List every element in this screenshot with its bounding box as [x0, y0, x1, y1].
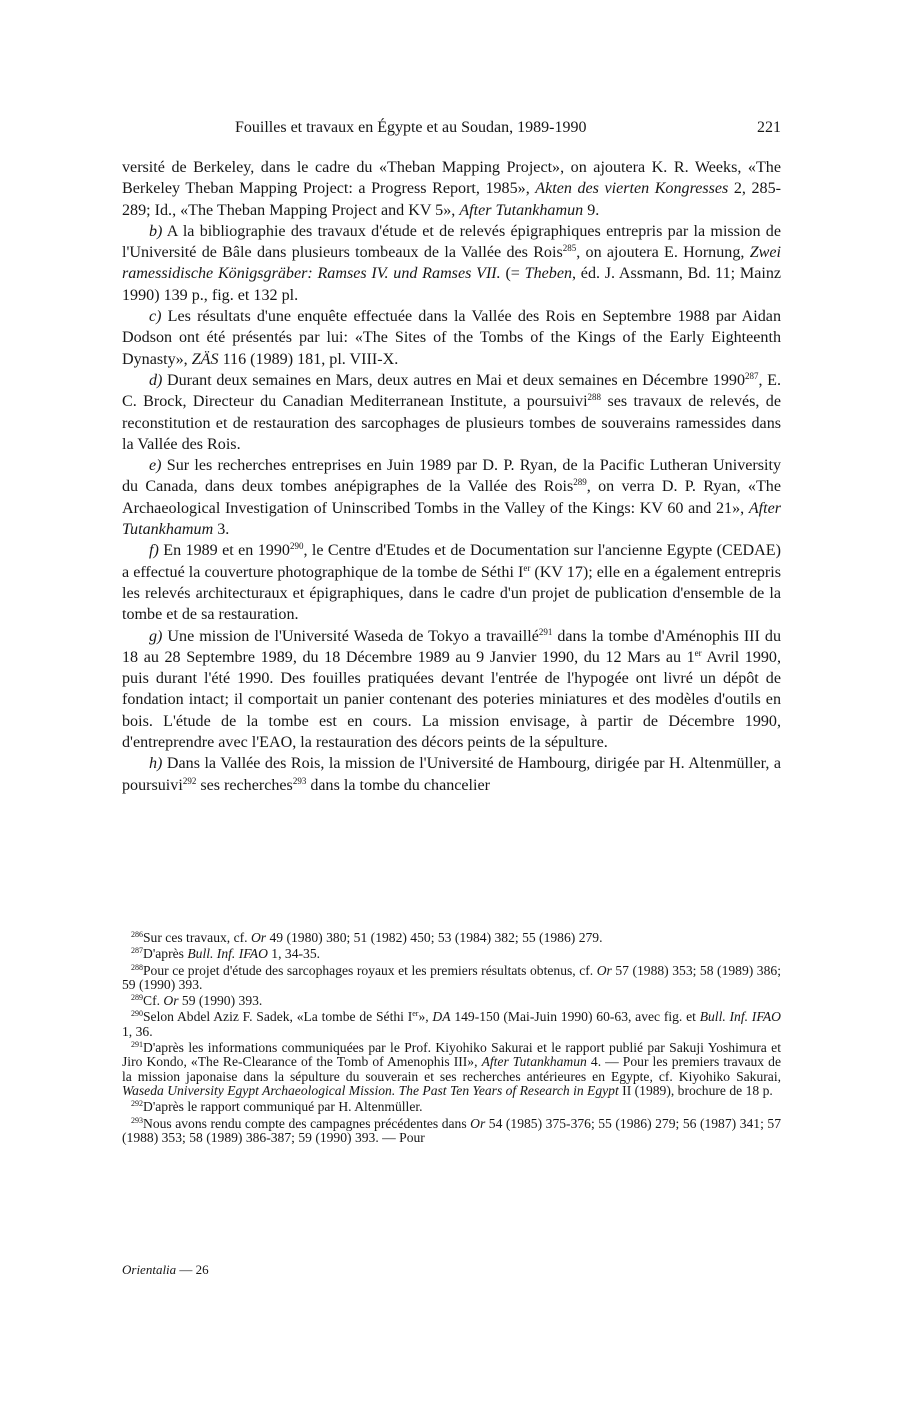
note-reference: 292 [131, 1099, 143, 1109]
italic-text: Or [250, 930, 267, 945]
page-number: 221 [757, 119, 781, 136]
footnote [122, 1117, 781, 1146]
body-text [122, 157, 781, 796]
italic-text: g) [149, 627, 163, 645]
footnotes [122, 931, 781, 1147]
italic-text: After Tutankhamum [122, 499, 781, 539]
text-run: ses travaux de relevés, de reconstitution et de restauration des sarcophages de plusieurs tombes de souverains ramessides dans la Vallée des Rois. [122, 393, 781, 453]
note-reference: 286 [131, 930, 143, 939]
italic-text: d) [149, 371, 163, 389]
footnote [122, 1041, 781, 1098]
text-run: 1, 34-35. [267, 946, 321, 962]
text-run: », [418, 1009, 433, 1025]
running-head-title: Fouilles et travaux en Égypte et au Soudan, 1989-1990 [235, 119, 587, 136]
footnote [122, 931, 781, 945]
footnote [122, 1100, 781, 1114]
text-run: (= [500, 265, 525, 283]
italic-text: ZÄS [191, 350, 219, 368]
note-reference: 288 [131, 962, 143, 972]
paragraph [122, 306, 781, 370]
text-run: Pour ce projet d'étude des sarcophages royaux et les premiers résultats obtenus, cf. [143, 962, 597, 978]
italic-text: Bull. Inf. IFAO [699, 1009, 782, 1025]
text-run: Nous avons rendu compte des campagnes précédentes dans [143, 1115, 471, 1131]
text-run: D'après les informations communiquées par le Prof. Kiyohiko Sakurai et le rapport publié par Sakuji Yoshimura et Jiro Kondo, «The Re-Clearance of the Tomb of Amenophis III», [122, 1040, 781, 1070]
text-run: 59 (1990) 393. [178, 993, 263, 1009]
text-run: Avril 1990, puis durant l'été 1990. Des fouilles pratiquées devant l'entrée de l'hypogée ont livré un dépôt de fondation intact; il comportait un panier contenant des poteries miniatures et des modèles d'outils en bois. L'étude de la tombe est en cours. La mission envisage, à partir de Décembre 1990, d'entreprendre avec l'EAO, la restauration des décors peints de la sépulture. [122, 648, 781, 752]
footer-separator: — [176, 1262, 196, 1277]
text-run: 57 (1988) 353; 58 (1989) 386; 59 (1990) 393. [122, 962, 781, 992]
footer-sheet-number: 26 [195, 1262, 209, 1277]
footnote [122, 1010, 781, 1039]
note-reference: er [523, 562, 531, 573]
note-reference: er [412, 1009, 419, 1019]
italic-text: Or [596, 962, 612, 978]
text-run: 2, 285-289; Id., «The Theban Mapping Project and KV 5», [122, 180, 781, 219]
paragraph [122, 540, 781, 625]
paragraph [122, 370, 781, 455]
paragraph [122, 455, 781, 540]
text-run: D'après le rapport communiqué par H. Altenmüller. [143, 1099, 423, 1115]
page-footer [122, 1262, 209, 1278]
text-run: 3. [213, 521, 230, 539]
text-run: Sur ces travaux, cf. [143, 930, 251, 945]
text-run: Cf. [143, 993, 164, 1009]
note-reference: 289 [131, 993, 143, 1003]
footer-journal: Orientalia [122, 1262, 177, 1277]
footnote [122, 964, 781, 993]
text-run: 54 (1985) 375-376; 55 (1986) 279; 56 (1987) 341; 57 (1988) 353; 58 (1989) 386-387; 59 (1990) 393. — Pour [122, 1115, 781, 1145]
italic-text: After Tutankhamun [459, 201, 584, 219]
note-reference: 287 [745, 370, 759, 381]
note-reference: 293 [292, 775, 307, 786]
text-run: 1, 36. [122, 1023, 153, 1039]
text-run: , E. C. Brock, Directeur du Canadian Mediterranean Institute, a poursuivi [122, 371, 781, 411]
note-reference: 287 [131, 946, 143, 956]
italic-text: Bull. Inf. IFAO [187, 946, 268, 962]
text-run: Sur les recherches entreprises en Juin 1989 par D. P. Ryan, de la Pacific Lutheran University du Canada, dans deux tombes anépigraphes de la Vallée des Rois [122, 457, 781, 496]
text-run: dans la tombe d'Aménophis III du 18 au 28 Septembre 1989, du 18 Décembre 1989 au 9 Janvier 1990, du 12 Mars au 1 [122, 627, 781, 666]
italic-text: Akten des vierten Kongresses [535, 180, 729, 198]
text-run: , on verra D. P. Ryan, «The Archaeological Investigation of Uninscribed Tombs in the Valley of the Kings: KV 60 and 21», [122, 478, 781, 517]
text-run: D'après [143, 946, 188, 962]
text-run: , le Centre d'Etudes et de Documentation sur l'ancienne Egypte (CEDAE) a effectué la couverture photographique de la tombe de Séthi I [122, 542, 781, 581]
text-run: Dans la Vallée des Rois, la mission de l'Université de Hambourg, dirigée par H. Altenmüller, a poursuivi [122, 755, 781, 794]
note-reference: 293 [131, 1115, 143, 1125]
italic-text: f) [149, 542, 159, 560]
footnote [122, 947, 781, 961]
italic-text: Or [470, 1115, 486, 1131]
text-run: dans la tombe du chancelier [306, 776, 490, 794]
text-run: 4. — Pour les premiers travaux de la mission japonaise dans la sépulture du souverain et ses recherches antérieures en Egypte, cf. Kiyohiko Sakurai, [122, 1054, 781, 1084]
text-run: 149-150 (Mai-Juin 1990) 60-63, avec fig. et [450, 1009, 700, 1025]
text-run: , éd. J. Assmann, Bd. 11; Mainz 1990) 139 p., fig. et 132 pl. [122, 265, 782, 304]
paragraph [122, 221, 781, 306]
note-reference: 292 [182, 775, 197, 786]
text-run: En 1989 et en 1990 [158, 542, 290, 560]
footnote [122, 994, 781, 1008]
text-run: ses recherches [196, 776, 293, 794]
text-run: II (1989), brochure de 18 p. [618, 1082, 773, 1098]
note-reference: 291 [131, 1040, 143, 1050]
note-reference: 285 [562, 243, 577, 254]
running-head [122, 119, 781, 139]
italic-text: Theben [524, 265, 573, 283]
text-run: Selon Abdel Aziz F. Sadek, «La tombe de Séthi I [143, 1009, 413, 1025]
italic-text: c) [149, 308, 162, 326]
italic-text: Or [163, 993, 179, 1009]
text-run: (KV 17); elle en a également entrepris les relevés architecturaux et épigraphiques, dans le cadre d'un projet de publication d'ensemble de la tombe et de sa restauration. [122, 563, 781, 624]
note-reference: 288 [587, 392, 602, 403]
text-run: Une mission de l'Université Waseda de Tokyo a travaillé [162, 627, 539, 645]
text-run: , on ajoutera E. Hornung, [576, 244, 750, 262]
text-run: versité de Berkeley, dans le cadre du «Theban Mapping Project», on ajoutera K. R. Weeks, «The Berkeley Theban Mapping Project: a Progress Report, 1985», [122, 159, 781, 198]
text-run: Durant deux semaines en Mars, deux autres en Mai et deux semaines en Décembre 1990 [162, 371, 745, 389]
italic-text: h) [149, 755, 163, 773]
italic-text: DA [432, 1009, 451, 1025]
italic-text: Zwei ramessidische Königsgräber: Ramses IV. und Ramses VII. [122, 244, 781, 283]
note-reference: er [694, 647, 702, 658]
italic-text: b) [149, 222, 163, 240]
text-run: 49 (1980) 380; 51 (1982) 450; 53 (1984) 382; 55 (1986) 279. [266, 930, 603, 945]
text-run: 9. [583, 201, 600, 219]
italic-text: Waseda University Egypt Archaeological Mission. The Past Ten Years of Research in Egypt [122, 1082, 619, 1098]
italic-text: e) [149, 457, 162, 475]
text-run: Les résultats d'une enquête effectuée dans la Vallée des Rois en Septembre 1988 par Aidan Dodson ont été présentés par lui: «The Sites of the Tombs of the Kings of the Early Eighteenth Dynasty», [122, 308, 781, 368]
text-run: 116 (1989) 181, pl. VIII-X. [218, 350, 399, 368]
note-reference: 289 [573, 477, 587, 488]
note-reference: 290 [289, 541, 304, 552]
paragraph [122, 753, 781, 796]
note-reference: 291 [538, 626, 553, 637]
note-reference: 290 [131, 1009, 143, 1019]
paragraph [122, 626, 781, 754]
italic-text: After Tutankhamun [481, 1054, 587, 1070]
paragraph [122, 157, 781, 221]
text-run: A la bibliographie des travaux d'étude et de relevés épigraphiques entrepris par la mission de l'Université de Bâle dans plusieurs tombeaux de la Vallée des Rois [122, 222, 781, 262]
